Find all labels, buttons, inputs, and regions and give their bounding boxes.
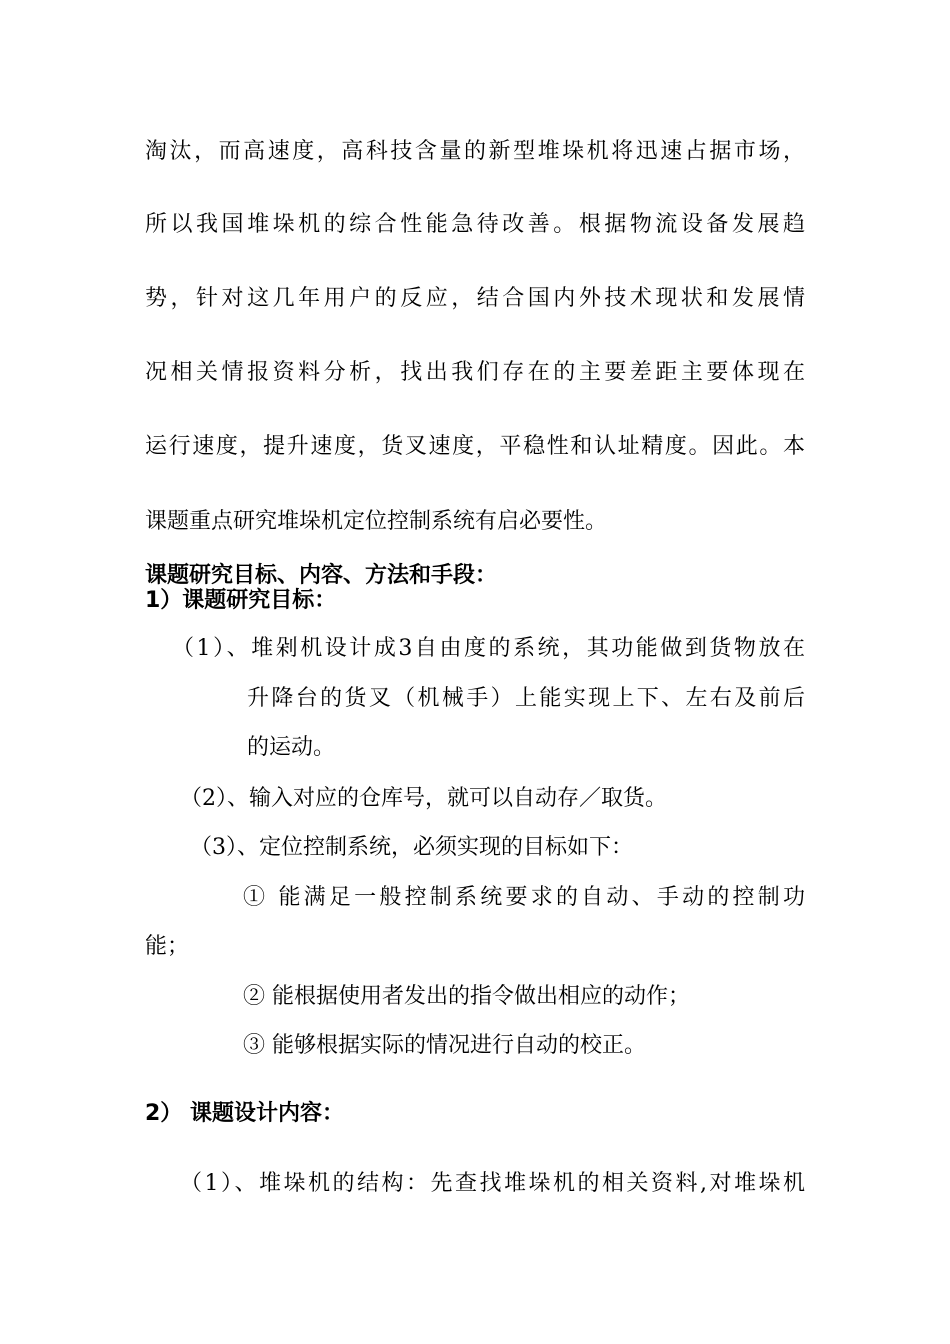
- objective-sub-item-1-line-1: ① 能满足一般控制系统要求的自动、手动的控制功: [243, 885, 805, 910]
- objective-sub-item-1-line-2: 能；: [145, 934, 190, 959]
- objective-item-1-line-1: （1）、堆剁机设计成3自由度的系统，其功能做到货物放在: [172, 636, 805, 661]
- objective-sub-item-3: ③ 能够根据实际的情况进行自动的校正。: [243, 1033, 646, 1058]
- paragraph-line: 淘汰，而高速度，高科技含量的新型堆垛机将迅速占据市场，: [145, 139, 805, 164]
- section-heading: 课题研究目标、内容、方法和手段：: [145, 563, 498, 588]
- paragraph-line: 所以我国堆垛机的综合性能急待改善。根据物流设备发展趋: [145, 212, 805, 237]
- paragraph-line: 课题重点研究堆垛机定位控制系统有启必要性。: [145, 509, 608, 534]
- objective-item-3: （3）、定位控制系统，必须实现的目标如下：: [190, 835, 633, 860]
- paragraph-line: 势，针对这几年用户的反应，结合国内外技术现状和发展情: [145, 286, 805, 311]
- objective-item-1-line-3: 的运动。: [247, 735, 336, 760]
- design-content-heading: 2） 课题设计内容：: [145, 1101, 344, 1126]
- objective-sub-item-2: ② 能根据使用者发出的指令做出相应的动作；: [243, 984, 690, 1009]
- design-content-item-1: （1）、堆垛机的结构：先查找堆垛机的相关资料,对堆垛机: [180, 1171, 805, 1196]
- objectives-heading: 1）课题研究目标：: [145, 588, 337, 613]
- objective-item-1-line-2: 升降台的货叉（机械手）上能实现上下、左右及前后: [247, 686, 805, 711]
- paragraph-line: 运行速度，提升速度，货叉速度，平稳性和认址精度。因此。本: [145, 434, 805, 459]
- paragraph-line: 况相关情报资料分析，找出我们存在的主要差距主要体现在: [145, 360, 805, 385]
- objective-item-2: （2）、输入对应的仓库号，就可以自动存／取货。: [180, 786, 667, 811]
